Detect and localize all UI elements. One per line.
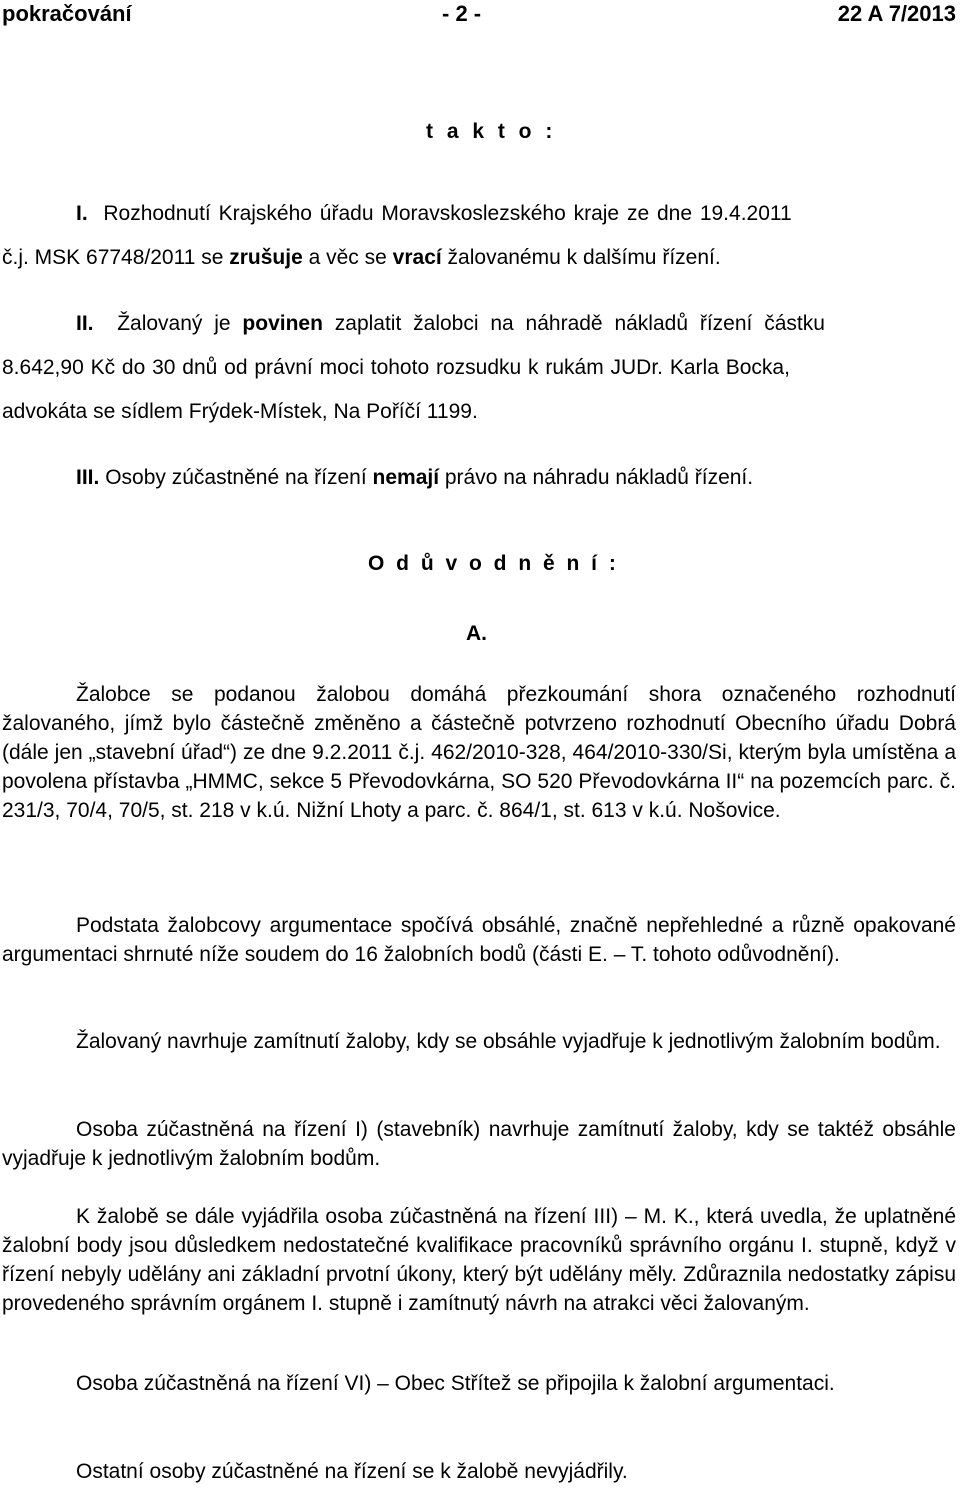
verdict-item-2-number: II. xyxy=(76,312,94,335)
paragraph-6-text: Osoba zúčastněná na řízení VI) – Obec Střítež se připojila k žalobní argumentaci. xyxy=(76,1372,835,1395)
verdict-item-1-line-1 xyxy=(76,200,792,228)
verdict-item-2-text-a: Žalovaný je xyxy=(117,312,243,335)
reasoning-paragraph-1 xyxy=(2,680,956,825)
paragraph-7-text: Ostatní osoby zúčastněné na řízení se k žalobě nevyjádřily. xyxy=(76,1460,628,1483)
verdict-item-1-number: I. xyxy=(76,202,88,225)
verdict-item-3-text-c: právo na náhradu nákladů řízení. xyxy=(439,466,754,489)
paragraph-2-text: Podstata žalobcovy argumentace spočívá obsáhlé, značně nepřehledné a různě opakované argumentaci shrnuté níže soudem do 16 žalobních bodů (části E. – T. tohoto odůvodnění). xyxy=(2,914,956,966)
verdict-item-2-line-2: 8.642,90 Kč do 30 dnů od právní moci tohoto rozsudku k rukám JUDr. Karla Bocka, xyxy=(2,356,790,379)
verdict-item-3-text-a: Osoby zúčastněné na řízení xyxy=(105,466,373,489)
reasoning-paragraph-7 xyxy=(2,1457,956,1486)
paragraph-3-text: Žalovaný navrhuje zamítnutí žaloby, kdy se obsáhle vyjadřuje k jednotlivým žalobním bodům. xyxy=(76,1030,941,1053)
verdict-item-2-line-1 xyxy=(76,310,825,338)
paragraph-4-text: Osoba zúčastněná na řízení I) (stavebník) navrhuje zamítnutí žaloby, kdy se taktéž obsáhle vyjadřuje k jednotlivým žalobním bodům. xyxy=(2,1118,956,1170)
verdict-item-1-text-a: č.j. MSK 67748/2011 se xyxy=(2,246,230,269)
header-continuation: pokračování xyxy=(2,1,132,26)
verdict-item-3-number: III. xyxy=(76,466,100,489)
paragraph-5-text: K žalobě se dále vyjádřila osoba zúčastněná na řízení III) – M. K., která uvedla, že uplatněné žalobní body jsou důsledkem nedostatečné kvalifikace pracovníků správního orgánu I. stupně, když v řízení nebyly udělány ani základní prvotní úkony, který být udělány měly. Zdůraznila nedostatky zápisu provedeného správním orgánem I. stupně i zamítnutý návrh na atrakci věci žalovaným. xyxy=(2,1205,956,1315)
verdict-heading: t a k t o : xyxy=(426,120,557,143)
header-page-number: - 2 - xyxy=(442,1,482,26)
page-header xyxy=(2,0,956,28)
header-case-number: 22 A 7/2013 xyxy=(837,1,956,26)
verdict-item-1-text-e: žalovanému k dalšímu řízení. xyxy=(441,246,721,269)
verdict-item-3 xyxy=(76,464,753,492)
verdict-item-3-nemaji: nemají xyxy=(372,466,440,489)
section-a-label: A. xyxy=(466,622,487,645)
verdict-item-1-line-2 xyxy=(2,244,721,272)
verdict-item-1-text: Rozhodnutí Krajského úřadu Moravskoslezského kraje ze dne 19.4.2011 xyxy=(103,202,792,225)
reasoning-paragraph-5 xyxy=(2,1202,956,1318)
reasoning-heading: O d ů v o d n ě n í : xyxy=(368,552,619,575)
paragraph-1-text: Žalobce se podanou žalobou domáhá přezkoumání shora označeného rozhodnutí žalovaného, jímž bylo částečně změněno a částečně potvrzeno rozhodnutí Obecního úřadu Dobrá (dále jen „stavební úřad“) ze dne 9.2.2011 č.j. 462/2010-328, 464/2010-330/Si, kterým byla umístěna a povolena přístavba „HMMC, sekce 5 Převodovkárna, SO 520 Převodovkárna II“ na pozemcích parc. č. 231/3, 70/4, 70/5, st. 218 v k.ú. Nižní Lhoty a parc. č. 864/1, st. 613 v k.ú. Nošovice. xyxy=(2,683,956,822)
reasoning-paragraph-6 xyxy=(2,1369,956,1398)
verdict-item-1-zrusuje: zrušuje xyxy=(229,246,303,269)
reasoning-paragraph-3 xyxy=(2,1027,956,1056)
verdict-item-1-vraci: vrací xyxy=(392,246,442,269)
verdict-item-1-text-c: a věc se xyxy=(302,246,393,269)
reasoning-paragraph-4 xyxy=(2,1115,956,1173)
verdict-item-2-text-c: zaplatit žalobci na náhradě nákladů řízení částku xyxy=(322,312,825,335)
verdict-item-2-line-3: advokáta se sídlem Frýdek-Místek, Na Poříčí 1199. xyxy=(2,400,478,423)
reasoning-paragraph-2 xyxy=(2,911,956,969)
verdict-item-2-povinen: povinen xyxy=(242,312,323,335)
